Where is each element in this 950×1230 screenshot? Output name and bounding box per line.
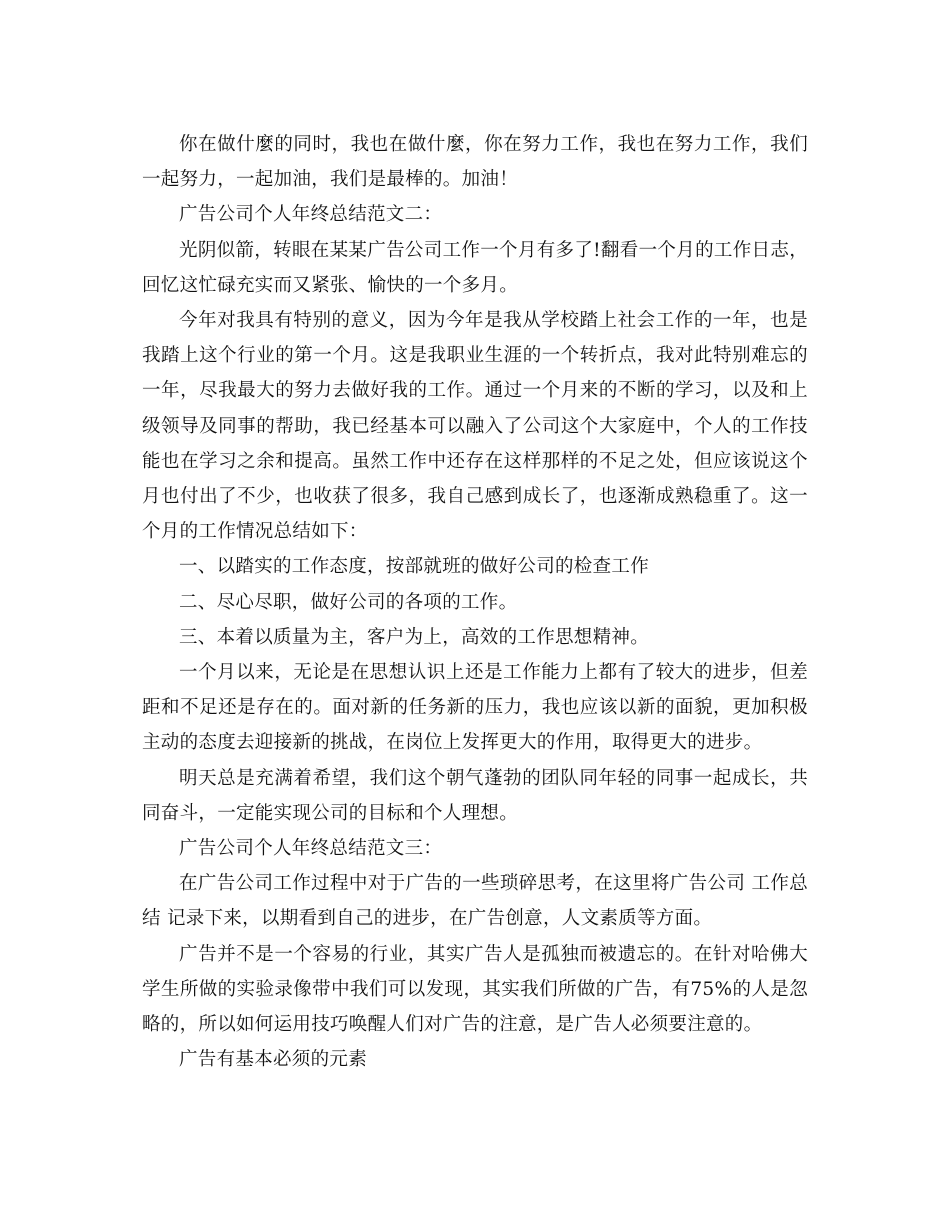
paragraph-industry: 广告并不是一个容易的行业，其实广告人是孤独而被遗忘的。在针对哈佛大学生所做的实验录像带中我们可以发现，其实我们所做的广告，有75%的人是忽略的，所以如何运用技巧唤醒人们对广告的注意，是广告人必须要注意的。 <box>142 943 808 1036</box>
section-heading-sample-two: 广告公司个人年终总结范文二： <box>179 204 443 226</box>
paragraph-progress: 一个月以来，无论是在思想认识上还是工作能力上都有了较大的进步，但差距和不足还是存在的。面对新的任务新的压力，我也应该以新的面貌，更加积极主动的态度去迎接新的挑战，在岗位上发挥更大的作用，取得更大的进步。 <box>142 662 808 754</box>
list-item-one: 一、以踏实的工作态度，按部就班的做好公司的检查工作 <box>179 556 650 578</box>
list-item-three: 三、本着以质量为主，客户为上，高效的工作思想精神。 <box>179 626 650 648</box>
paragraph-outlook: 明天总是充满着希望，我们这个朝气蓬勃的团队同年轻的同事一起成长，共同奋斗，一定能实现公司的目标和个人理想。 <box>142 767 808 824</box>
section-heading-sample-three: 广告公司个人年终总结范文三： <box>179 838 443 860</box>
paragraph-closing-cheer: 你在做什麼的同时，我也在做什麼，你在努力工作，我也在努力工作，我们一起努力，一起加油，我们是最棒的。加油！ <box>142 134 808 191</box>
paragraph-elements: 广告有基本必须的元素 <box>179 1049 368 1071</box>
paragraph-reflection: 在广告公司工作过程中对于广告的一些琐碎思考，在这里将广告公司 工作总结 记录下来，以期看到自己的进步，在广告创意，人文素质等方面。 <box>142 873 808 930</box>
list-item-two: 二、尽心尽职，做好公司的各项的工作。 <box>179 591 518 613</box>
paragraph-intro: 光阴似箭，转眼在某某广告公司工作一个月有多了!翻看一个月的工作日志，回忆这忙碌充实而又紧张、愉快的一个多月。 <box>142 239 808 296</box>
document-body <box>142 127 808 1077</box>
paragraph-significance: 今年对我具有特别的意义，因为今年是我从学校踏上社会工作的一年，也是我踏上这个行业的第一个月。这是我职业生涯的一个转折点，我对此特别难忘的一年，尽我最大的努力去做好我的工作。通过一个月来的不断的学习，以及和上级领导及同事的帮助，我已经基本可以融入了公司这个大家庭中，个人的工作技能也在学习之余和提高。虽然工作中还存在这样那样的不足之处，但应该说这个月也付出了不少，也收获了很多，我自己感到成长了，也逐渐成熟稳重了。这一个月的工作情况总结如下： <box>142 310 808 543</box>
